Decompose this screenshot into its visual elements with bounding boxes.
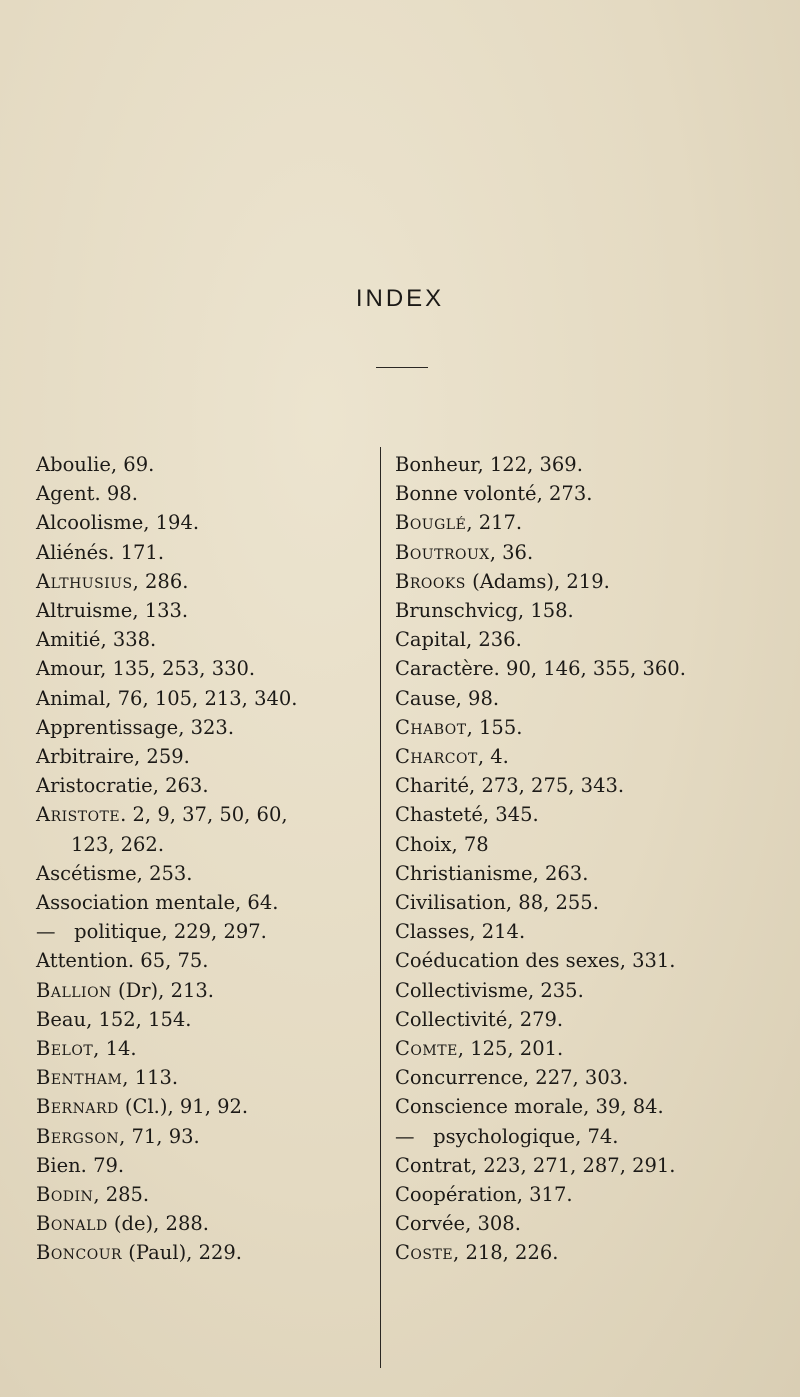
index-entry-pages: , 338.: [100, 628, 157, 652]
index-entry-term: Association mentale: [36, 891, 236, 915]
index-entry-term: Choix: [395, 832, 452, 856]
index-entry: [395, 771, 795, 800]
index-entry-pages: , 273, 275, 343.: [469, 774, 625, 798]
index-entry-term: Boncour: [36, 1241, 123, 1265]
index-entry: [395, 1180, 795, 1209]
index-entry-term: Charité: [395, 774, 470, 798]
index-entry-pages: . 65, 75.: [127, 949, 209, 973]
index-entry-pages: , 223, 271, 287, 291.: [470, 1153, 676, 1177]
index-entry-pages: , 331.: [619, 949, 676, 973]
index-entry-term: Contrat: [395, 1153, 471, 1177]
index-entry-pages: (Paul), 229.: [122, 1241, 242, 1265]
index-entry: [395, 450, 795, 479]
index-entry: [36, 946, 408, 975]
index-entry-term: Belot: [36, 1037, 94, 1061]
index-entry-term: Bonheur: [395, 453, 478, 476]
index-entry-term: Conscience morale: [395, 1095, 584, 1119]
index-entry-term: Collectivité: [395, 1007, 508, 1031]
title-rule: [376, 367, 428, 368]
index-entry: [395, 917, 795, 946]
index-entry-term: Aliénés: [36, 540, 109, 564]
index-entry: [395, 976, 795, 1005]
index-entry: [395, 888, 795, 917]
index-entry: [395, 684, 795, 713]
index-entry-pages: , 286.: [132, 569, 189, 593]
index-entry: [36, 1005, 408, 1034]
index-entry: [36, 479, 408, 508]
index-column-right: [395, 450, 795, 1268]
index-entry-pages: (de), 288.: [107, 1212, 209, 1236]
index-entry-term: Charcot: [395, 745, 478, 769]
index-entry-term: Bonald: [36, 1212, 108, 1236]
index-entry-pages: , 235.: [527, 978, 584, 1002]
index-entry-pages: . 2, 9, 37, 50, 60,: [120, 803, 288, 827]
index-entry: [395, 1063, 795, 1092]
index-entry-term: Beau: [36, 1007, 87, 1031]
index-entry-pages: politique, 229, 297.: [55, 920, 267, 944]
index-entry: [36, 684, 408, 713]
index-entry-term: Christianisme: [395, 861, 533, 885]
index-entry-term: Civilisation: [395, 891, 506, 915]
index-entry: [395, 567, 795, 596]
index-entry: [36, 567, 408, 596]
index-entry: [36, 713, 408, 742]
index-entry-term: Althusius: [36, 569, 133, 593]
index-entry: [36, 830, 408, 859]
index-entry: [395, 1238, 795, 1267]
index-entry: [36, 450, 408, 479]
index-entry: [36, 742, 408, 771]
index-entry-term: Alcoolisme: [36, 511, 144, 535]
index-entry: [395, 1005, 795, 1034]
index-entry-term: Comte: [395, 1037, 458, 1061]
index-entry-term: Aristocratie: [36, 774, 153, 798]
index-entry-term: —: [36, 920, 56, 944]
index-entry-term: Altruisme: [36, 599, 133, 623]
index-entry-pages: , 218, 226.: [453, 1241, 559, 1265]
index-entry: [395, 508, 795, 537]
index-entry-term: Ascétisme: [36, 861, 137, 885]
index-entry: [395, 1122, 795, 1151]
index-entry-term: Apprentissage: [36, 715, 179, 739]
index-entry-pages: , 273.: [536, 482, 593, 506]
index-entry-term: Amour: [36, 657, 101, 681]
index-entry: [395, 713, 795, 742]
index-entry-term: Collectivisme: [395, 978, 528, 1002]
index-entry: [395, 596, 795, 625]
index-entry-pages: , 36.: [489, 540, 534, 564]
index-entry: [36, 654, 408, 683]
index-entry-pages: , 345.: [482, 803, 539, 827]
index-entry-pages: (Adams), 219.: [465, 569, 610, 593]
index-entry-term: Coopération: [395, 1183, 517, 1207]
index-entry-term: Chabot: [395, 715, 467, 739]
index-entry-pages: , 194.: [143, 511, 200, 535]
index-entry-pages: , 39, 84.: [583, 1095, 664, 1119]
index-entry-pages: , 76, 105, 213, 340.: [105, 686, 298, 710]
index-entry-term: Caractère: [395, 657, 494, 681]
index-entry-term: Aboulie: [36, 453, 111, 476]
index-entry-pages: , 78: [451, 832, 489, 856]
index-entry-pages: , 285.: [93, 1183, 150, 1207]
index-entry-pages: (Cl.), 91, 92.: [118, 1095, 249, 1119]
index-entry-pages: , 279.: [507, 1007, 564, 1031]
index-entry-pages: 123, 262.: [71, 832, 165, 856]
index-entry: [395, 946, 795, 975]
index-entry: [36, 1209, 408, 1238]
index-entry-term: Concurrence: [395, 1066, 523, 1090]
index-entry-term: Bouglé: [395, 511, 467, 535]
index-entry: [395, 479, 795, 508]
index-entry-pages: , 98.: [455, 686, 500, 710]
index-entry: [36, 771, 408, 800]
column-divider: [380, 447, 381, 1368]
index-entry: [36, 859, 408, 888]
index-entry-pages: , 158.: [517, 599, 574, 623]
index-entry-term: Brunschvicg: [395, 599, 518, 623]
index-entry-pages: , 263.: [152, 774, 209, 798]
index-entry: [36, 888, 408, 917]
index-entry-term: Amitié: [36, 628, 101, 652]
index-entry-pages: , 214.: [469, 920, 526, 944]
index-entry-pages: , 135, 253, 330.: [100, 657, 256, 681]
index-entry-term: Ballion: [36, 978, 112, 1002]
index-entry: [395, 859, 795, 888]
index-entry: [36, 508, 408, 537]
index-entry: [36, 1092, 408, 1121]
index-entry: [395, 830, 795, 859]
index-entry-pages: , 88, 255.: [505, 891, 599, 915]
index-entry-pages: psychologique, 74.: [414, 1124, 619, 1148]
index-entry-pages: , 259.: [134, 745, 190, 769]
index-entry-term: Brooks: [395, 569, 466, 593]
index-entry-term: Corvée: [395, 1212, 466, 1236]
index-entry-term: Chasteté: [395, 803, 483, 827]
index-entry-pages: , 71, 93.: [119, 1124, 200, 1148]
index-entry-pages: , 113.: [122, 1066, 179, 1090]
index-entry: [36, 917, 408, 946]
index-entry: [36, 538, 408, 567]
index-entry-term: Boutroux: [395, 540, 490, 564]
index-entry-term: Bodin: [36, 1183, 94, 1207]
index-entry: [36, 1238, 408, 1267]
index-entry-pages: . 171.: [108, 540, 165, 564]
index-entry-pages: . 79.: [80, 1153, 125, 1177]
index-entry-pages: , 14.: [93, 1037, 137, 1061]
index-entry-pages: , 263.: [532, 861, 589, 885]
index-entry: [36, 1034, 408, 1063]
index-entry: [36, 596, 408, 625]
index-entry-pages: , 122, 369.: [477, 453, 583, 476]
index-entry-term: Attention: [36, 949, 128, 973]
index-entry: [395, 800, 795, 829]
index-entry: [36, 625, 408, 654]
index-entry-term: Capital: [395, 628, 466, 652]
page-title: INDEX: [355, 285, 445, 312]
index-entry-pages: , 236.: [465, 628, 522, 652]
index-entry-term: —: [395, 1124, 415, 1148]
index-entry: [36, 1151, 408, 1180]
index-entry-term: Bonne volonté: [395, 482, 537, 506]
index-entry: [395, 1034, 795, 1063]
index-entry: [395, 1151, 795, 1180]
index-entry: [36, 1063, 408, 1092]
index-entry: [36, 800, 408, 829]
index-entry-pages: , 323.: [178, 715, 235, 739]
index-entry-pages: , 253.: [136, 861, 193, 885]
index-entry-pages: , 217.: [466, 511, 523, 535]
index-entry: [395, 1209, 795, 1238]
index-entry-pages: , 64.: [235, 891, 279, 915]
index-entry-term: Bergson: [36, 1124, 120, 1148]
index-entry-term: Bernard: [36, 1095, 119, 1119]
index-entry-pages: , 317.: [516, 1183, 573, 1207]
index-entry-pages: , 125, 201.: [457, 1037, 564, 1061]
index-entry: [395, 625, 795, 654]
index-entry: [395, 538, 795, 567]
index-entry: [36, 976, 408, 1005]
index-entry-pages: , 227, 303.: [522, 1066, 629, 1090]
index-entry-pages: , 133.: [132, 599, 189, 623]
index-entry-term: Classes: [395, 920, 470, 944]
index-entry: [395, 1092, 795, 1121]
index-entry-term: Animal: [36, 686, 106, 710]
index-entry: [36, 1122, 408, 1151]
index-entry-pages: , 69.: [110, 453, 155, 476]
index-entry-term: Cause: [395, 686, 456, 710]
index-entry-term: Bien: [36, 1153, 81, 1177]
index-entry-term: Coéducation des sexes: [395, 949, 620, 973]
index-entry-term: Aristote: [36, 803, 121, 827]
index-entry: [395, 654, 795, 683]
index-entry-pages: , 308.: [465, 1212, 521, 1236]
index-entry-term: Arbitraire: [36, 745, 135, 769]
index-entry-term: Agent: [36, 482, 95, 506]
index-entry-pages: , 155.: [466, 715, 523, 739]
index-entry-pages: . 98.: [94, 482, 138, 506]
index-entry-pages: (Dr), 213.: [111, 978, 214, 1002]
index-entry: [36, 1180, 408, 1209]
index-entry-term: Coste: [395, 1241, 454, 1265]
index-entry-pages: , 4.: [477, 745, 509, 769]
index-column-left: [36, 450, 408, 1268]
index-entry: [395, 742, 795, 771]
index-entry-pages: . 90, 146, 355, 360.: [493, 657, 686, 681]
index-entry-pages: , 152, 154.: [86, 1007, 192, 1031]
index-entry-term: Bentham: [36, 1066, 123, 1090]
